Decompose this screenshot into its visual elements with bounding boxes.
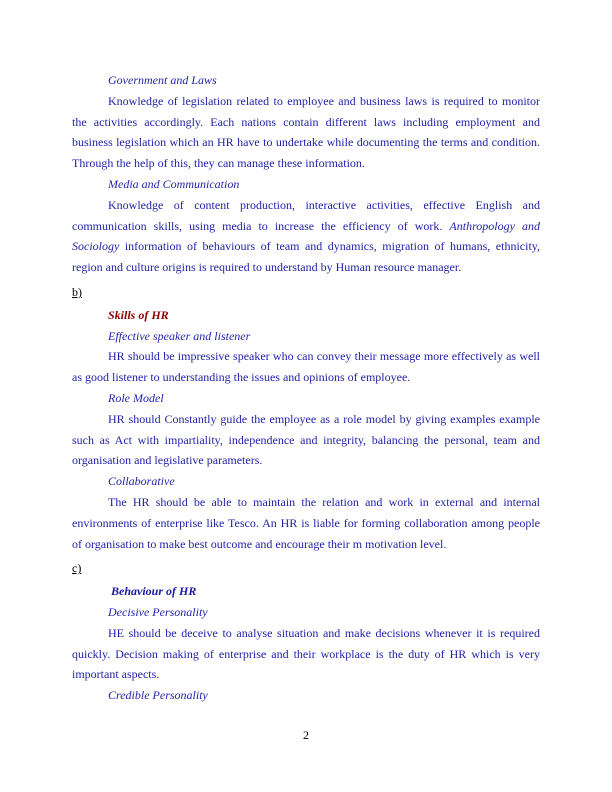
government-text: Knowledge of legislation related to employee and business laws is required to monitor the activities accordingly. Each nations contain different laws including employment and business legislation which an HR have to undertake while documenting the terms and condition. Through the help of this, they can manage these information.	[72, 93, 540, 171]
page-content	[72, 70, 540, 706]
media-text: Knowledge of content production, interactive activities, effective English and communication skills, using media to increase the efficiency of work.	[72, 197, 540, 233]
anthropology-text: information of behaviours of team and dynamics, migration of humans, ethnicity, region and culture origins is required to understand by Human resource manager.	[72, 239, 541, 275]
credible-heading: Credible Personality	[108, 688, 208, 703]
behaviour-title: Behaviour of HR	[111, 584, 197, 599]
skills-title: Skills of HR	[108, 307, 169, 322]
role-heading: Role Model	[108, 390, 164, 405]
media-heading: Media and Communication	[108, 176, 240, 191]
decisive-heading: Decisive Personality	[108, 604, 208, 619]
page-number: 2	[303, 728, 309, 742]
government-heading: Government and Laws	[108, 73, 217, 87]
section-b-label: b)	[72, 284, 82, 299]
media-paragraph	[72, 195, 540, 278]
anthropology-heading: Anthropology and Sociology	[72, 218, 540, 254]
collab-text: The HR should be able to maintain the relation and work in external and internal environments of enterprise like Tesco. An HR is liable for forming collaboration among people of organisation to make best outcome and encourage their m motivation level.	[72, 494, 540, 551]
speaker-text: HR should be impressive speaker who can convey their message more effectively as well as good listener to understanding the issues and opinions of employee.	[72, 349, 540, 385]
role-text: HR should Constantly guide the employee as a role model by giving examples example such as Act with impartiality, independence and integrity, balancing the personal, team and organisation and legislative parameters.	[72, 411, 540, 468]
section-c-label: c)	[72, 561, 82, 576]
decisive-text: HE should be deceive to analyse situation and make decisions whenever it is required quickly. Decision making of enterprise and their workplace is the duty of HR which is very important aspects.	[72, 625, 540, 682]
speaker-heading: Effective speaker and listener	[108, 328, 251, 343]
collab-heading: Collaborative	[108, 474, 175, 489]
